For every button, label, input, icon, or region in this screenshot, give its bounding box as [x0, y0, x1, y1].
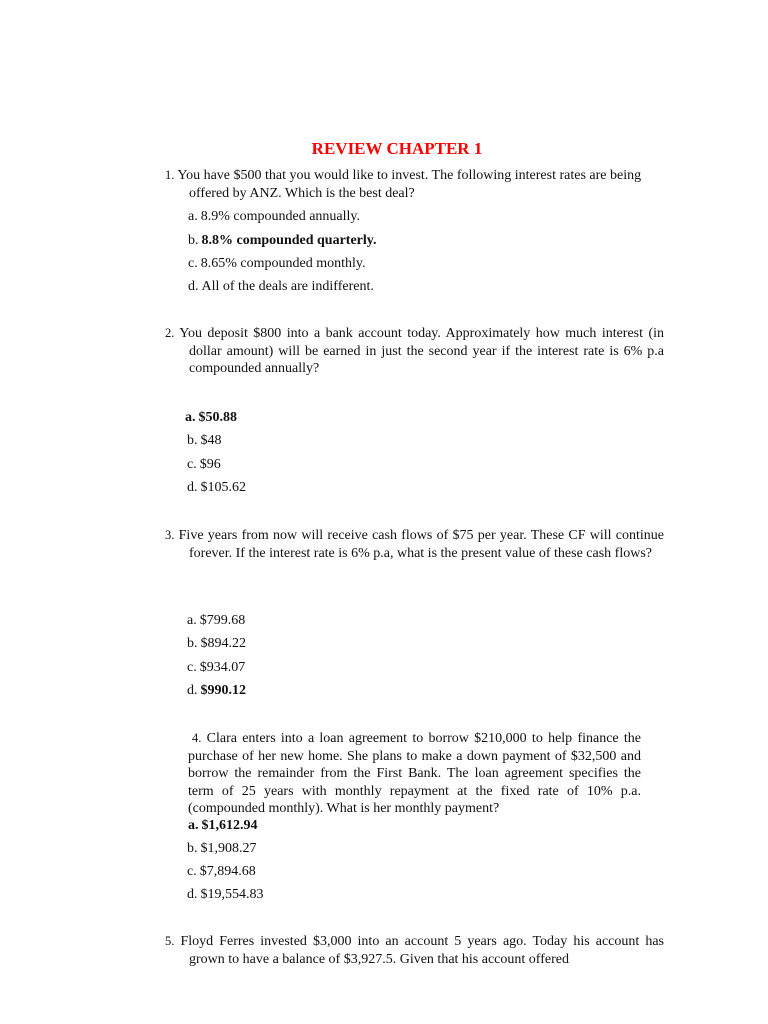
option-3b	[187, 635, 246, 652]
option-1c	[188, 255, 365, 272]
option-text: $1,908.27	[200, 841, 257, 856]
option-text: $934.07	[199, 660, 246, 675]
question-text: Clara enters into a loan agreement to borrow $210,000 to help finance the purchase of her new home. She plans to make a down payment of $32,500 and borrow the remainder from the First Bank. The loan agreement specifies the term of 25 years with monthly repayment at the fixed rate of 10% p.a. (compounded monthly). What is her monthly payment?	[188, 731, 641, 816]
option-4b	[187, 840, 257, 857]
option-text: $19,554.83	[200, 887, 264, 902]
question-1	[165, 167, 664, 202]
question-number: 1.	[165, 168, 175, 182]
option-text: 8.9% compounded annually.	[200, 209, 360, 224]
question-text: You deposit $800 into a bank account today. Approximately how much interest (in dollar amount) will be earned in just the second year if the interest rate is 6% p.a compounded annually?	[179, 326, 665, 376]
option-text: $96	[199, 457, 221, 472]
question-text: You have $500 that you would like to invest. The following interest rates are being offered by ANZ. Which is the best deal?	[177, 168, 642, 201]
question-number: 5.	[165, 934, 175, 948]
option-2b	[187, 432, 222, 449]
option-letter: a.	[188, 209, 198, 224]
question-2	[165, 325, 664, 378]
option-text: $894.22	[200, 636, 246, 651]
option-2a	[185, 409, 237, 426]
option-letter: d.	[187, 480, 198, 495]
option-3c	[187, 659, 245, 676]
option-text-answer: 8.8% compounded quarterly.	[201, 233, 377, 248]
option-4d	[187, 886, 264, 903]
option-letter: b.	[187, 433, 198, 448]
option-text: All of the deals are indifferent.	[201, 279, 374, 294]
option-letter: a.	[188, 818, 199, 833]
option-letter: b.	[188, 233, 199, 248]
option-letter: a.	[187, 613, 197, 628]
question-number: 4.	[192, 731, 202, 745]
option-4a	[188, 817, 258, 834]
option-2d	[187, 479, 246, 496]
option-text-answer: $50.88	[198, 410, 237, 425]
question-5	[165, 933, 664, 968]
option-text-answer: $1,612.94	[201, 818, 258, 833]
option-1b	[188, 232, 377, 249]
option-2c	[187, 456, 221, 473]
option-letter: d.	[187, 887, 198, 902]
option-letter: c.	[187, 864, 197, 879]
option-letter: b.	[187, 841, 198, 856]
question-text: Floyd Ferres invested $3,000 into an account 5 years ago. Today his account has grown to have a balance of $3,927.5. Given that his account offered	[180, 934, 664, 967]
option-text: $7,894.68	[199, 864, 256, 879]
question-text: Five years from now will receive cash flows of $75 per year. These CF will continue forever. If the interest rate is 6% p.a, what is the present value of these cash flows?	[178, 528, 664, 561]
question-number: 3.	[165, 528, 175, 542]
option-3a	[187, 612, 245, 629]
option-letter: b.	[187, 636, 198, 651]
option-letter: c.	[187, 457, 197, 472]
option-letter: d.	[187, 683, 198, 698]
option-text: $105.62	[200, 480, 246, 495]
option-text-answer: $990.12	[200, 683, 246, 698]
option-text: 8.65% compounded monthly.	[200, 256, 366, 271]
option-text: $799.68	[199, 613, 246, 628]
option-letter: c.	[187, 660, 197, 675]
option-letter: a.	[185, 410, 196, 425]
question-number: 2.	[165, 326, 175, 340]
option-4c	[187, 863, 256, 880]
option-3d	[187, 682, 246, 699]
option-1a	[188, 208, 360, 225]
option-letter: d.	[188, 279, 199, 294]
question-4	[188, 730, 641, 818]
page-title: REVIEW CHAPTER 1	[311, 139, 483, 158]
question-3	[165, 527, 664, 562]
option-text: $48	[200, 433, 222, 448]
option-letter: c.	[188, 256, 198, 271]
option-1d	[188, 278, 374, 295]
